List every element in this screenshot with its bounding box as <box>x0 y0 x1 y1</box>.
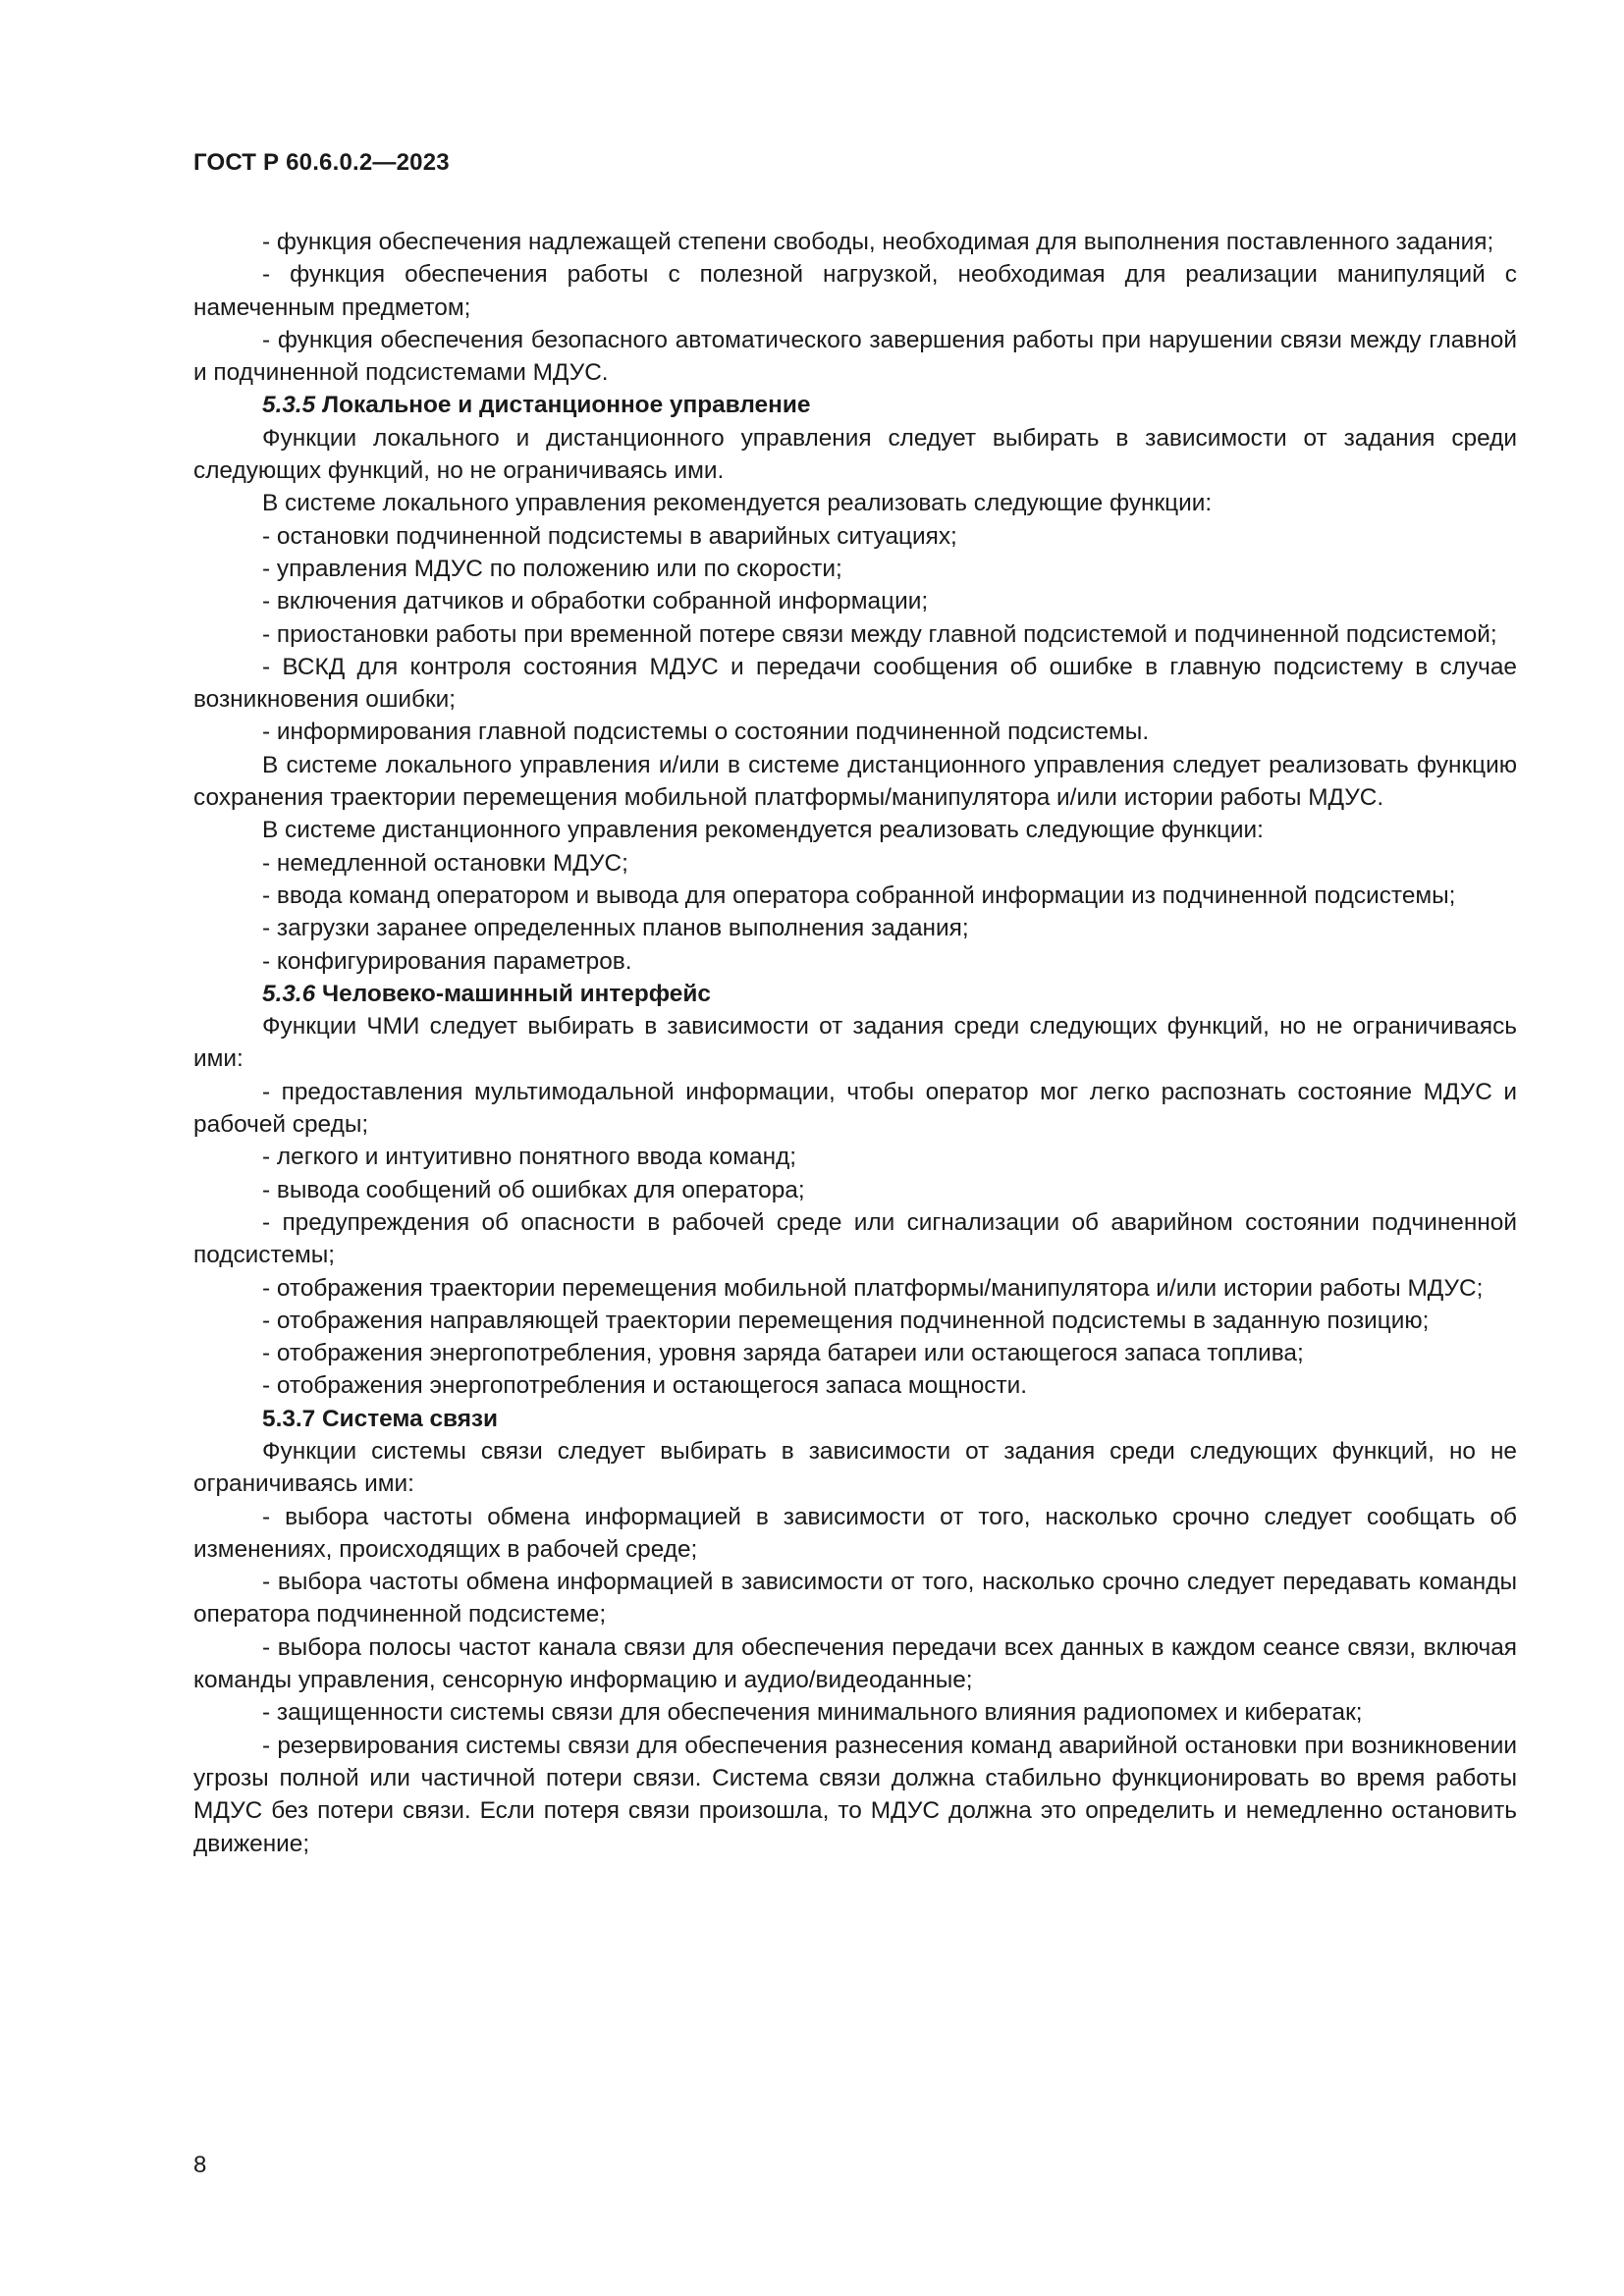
section-number: 5.3.5 <box>262 392 316 419</box>
paragraph: - немедленной остановки МДУС; <box>262 849 628 877</box>
paragraph: - информирования главной подсистемы о состоянии подчиненной подсистемы. <box>262 719 1150 746</box>
page-number: 8 <box>193 2152 207 2178</box>
section-heading-5-3-5 <box>193 389 1517 421</box>
paragraph: - остановки подчиненной подсистемы в аварийных ситуациях; <box>262 522 957 550</box>
paragraph: - функция обеспечения работы с полезной нагрузкой, необходимая для реализации манипуляций с намеченным предметом; <box>193 261 1517 321</box>
section-number: 5.3.6 <box>262 980 316 1007</box>
paragraph: - выбора полосы частот канала связи для обеспечения передачи всех данных в каждом сеансе связи, включая команды управления, сенсорную информацию и аудио/видеоданные; <box>193 1633 1517 1694</box>
paragraph: - выбора частоты обмена информацией в зависимости от того, насколько срочно следует передавать команды оператора подчиненной подсистеме; <box>193 1569 1517 1629</box>
paragraph: В системе локального управления и/или в системе дистанционного управления следует реализовать функцию сохранения траектории перемещения мобильной платформы/манипулятора и/или истории работы МДУС. <box>193 751 1517 812</box>
paragraph: Функции локального и дистанционного управления следует выбирать в зависимости от задания среди следующих функций, но не ограничиваясь ими. <box>193 424 1517 485</box>
section-title: Человеко-машинный интерфейс <box>322 980 711 1007</box>
section-number: 5.3.7 <box>262 1405 316 1432</box>
paragraph: - предоставления мультимодальной информации, чтобы оператор мог легко распознать состояние МДУС и рабочей среды; <box>193 1078 1517 1139</box>
paragraph: - конфигурирования параметров. <box>262 947 632 975</box>
paragraph: - ВСКД для контроля состояния МДУС и передачи сообщения об ошибке в главную подсистему в случае возникновения ошибки; <box>193 653 1517 714</box>
paragraph: - легкого и интуитивно понятного ввода команд; <box>262 1144 797 1171</box>
paragraph: - загрузки заранее определенных планов выполнения задания; <box>262 915 969 942</box>
paragraph: Функции ЧМИ следует выбирать в зависимости от задания среди следующих функций, но не ограничиваясь ими: <box>193 1013 1517 1073</box>
paragraph: - предупреждения об опасности в рабочей среде или сигнализации об аварийном состоянии подчиненной подсистемы; <box>193 1208 1517 1269</box>
paragraph: - отображения энергопотребления и остающегося запаса мощности. <box>262 1372 1028 1400</box>
paragraph: - управления МДУС по положению или по скорости; <box>262 555 842 582</box>
section-title: Система связи <box>322 1405 499 1432</box>
paragraph: - выбора частоты обмена информацией в зависимости от того, насколько срочно следует сообщать об изменениях, происходящих в рабочей среде; <box>193 1503 1517 1563</box>
paragraph: - защищенности системы связи для обеспечения минимального влияния радиопомех и кибератак; <box>262 1699 1363 1727</box>
section-heading-5-3-6 <box>193 978 1517 1010</box>
paragraph: - вывода сообщений об ошибках для оператора; <box>262 1176 805 1203</box>
section-title: Локальное и дистанционное управление <box>322 392 811 419</box>
paragraph: - функция обеспечения безопасного автоматического завершения работы при нарушении связи между главной и подчиненной подсистемами МДУС. <box>193 326 1517 387</box>
paragraph: - отображения энергопотребления, уровня заряда батареи или остающегося запаса топлива; <box>262 1340 1304 1367</box>
paragraph: - отображения направляющей траектории перемещения подчиненной подсистемы в заданную позицию; <box>262 1307 1430 1334</box>
paragraph: - функция обеспечения надлежащей степени свободы, необходимая для выполнения поставленного задания; <box>262 229 1494 255</box>
paragraph: - резервирования системы связи для обеспечения разнесения команд аварийной остановки при возникновении угрозы полной или частичной потери связи. Система связи должна стабильно функционировать во время работы МДУС без потери связи. Если потеря связи произошла, то МДУС должна это определить и немедленно остановить движение; <box>193 1732 1517 1857</box>
section-heading-5-3-7 <box>193 1403 1517 1435</box>
paragraph: В системе локального управления рекомендуется реализовать следующие функции: <box>262 490 1213 517</box>
paragraph: - приостановки работы при временной потере связи между главной подсистемой и подчиненной подсистемой; <box>262 620 1497 648</box>
document-header: ГОСТ Р 60.6.0.2—2023 <box>193 149 450 176</box>
paragraph: - включения датчиков и обработки собранной информации; <box>262 588 929 615</box>
paragraph: - ввода команд оператором и вывода для оператора собранной информации из подчиненной подсистемы; <box>262 881 1456 909</box>
document-body <box>193 226 1517 1860</box>
paragraph: - отображения траектории перемещения мобильной платформы/манипулятора и/или истории работы МДУС; <box>262 1274 1484 1302</box>
paragraph: В системе дистанционного управления рекомендуется реализовать следующие функции: <box>262 817 1264 844</box>
paragraph: Функции системы связи следует выбирать в зависимости от задания среди следующих функций, но не ограничиваясь ими: <box>193 1437 1517 1498</box>
